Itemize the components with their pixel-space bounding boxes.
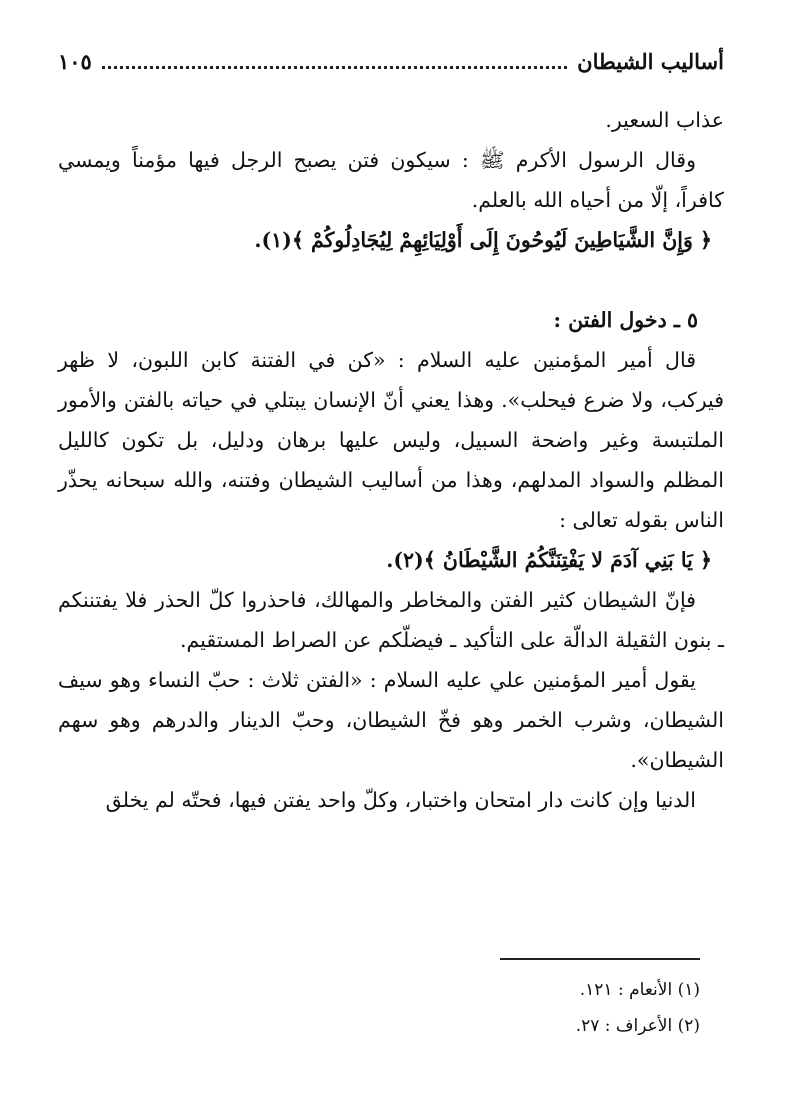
page-number: ١٠٥ bbox=[58, 48, 92, 74]
paragraph-hadith-1: وقال الرسول الأكرم ﷺ : سيكون فتن يصبح الرجل فيها مؤمناً ويمسي كافراً، إلّا من أحياه الله بالعلم. bbox=[58, 148, 724, 212]
footnote-2: (٢) الأعراف : ٢٧. bbox=[575, 1016, 700, 1036]
quran-verse-1: ﴿ وَإِنَّ الشَّيَاطِينَ لَيُوحُونَ إِلَى أَوْلِيَائِهِمْ لِيُجَادِلُوكُمْ ﴾(١). bbox=[254, 228, 712, 252]
running-title: أساليب الشيطان bbox=[577, 48, 724, 74]
main-text bbox=[58, 100, 724, 820]
paragraph-hadith-3: يقول أمير المؤمنين علي عليه السلام : «الفتن ثلاث : حبّ النساء وهو سيف الشيطان، وشرب الخمر وهو فخّ الشيطان، وحبّ الدينار والدرهم وهو سهم الشيطان». bbox=[58, 668, 724, 772]
page-header bbox=[58, 44, 724, 78]
paragraph-conclusion: الدنيا وإن كانت دار امتحان واختبار، وكلّ واحد يفتن فيها، فحتّه لم يخلق bbox=[105, 788, 696, 812]
footnote-divider bbox=[500, 958, 700, 960]
section-heading: ٥ ـ دخول الفتن : bbox=[553, 308, 698, 332]
text-line-continuation: عذاب السعير. bbox=[605, 108, 724, 132]
leader-dots bbox=[102, 66, 567, 69]
paragraph-explanation: فإنّ الشيطان كثير الفتن والمخاطر والمهالك، فاحذروا كلّ الحذر فلا يفتننكم ـ بنون الثقيلة الدالّة على التأكيد ـ فيضلّكم عن الصراط المستقيم. bbox=[58, 588, 724, 652]
spacer bbox=[58, 260, 724, 300]
footnote-1: (١) الأنعام : ١٢١. bbox=[579, 980, 700, 1000]
quran-verse-2: ﴿ يَا بَنِي آدَمَ لا يَفْتِنَنَّكُمُ الشَّيْطَانُ ﴾(٢). bbox=[386, 548, 712, 572]
paragraph-hadith-2: قال أمير المؤمنين عليه السلام : «كن في الفتنة كابن اللبون، لا ظهر فيركب، ولا ضرع فيحلب». وهذا يعني أنّ الإنسان يبتلي في حياته بالفتن والأمور الملتبسة وغير واضحة السبيل، وليس عليها برهان ودليل، بل تكون كالليل المظلم والسواد المدلهم، وهذا من أساليب الشيطان وفتنه، والله سبحانه يحذّر الناس بقوله تعالى : bbox=[58, 348, 724, 532]
footnotes bbox=[58, 958, 724, 1044]
